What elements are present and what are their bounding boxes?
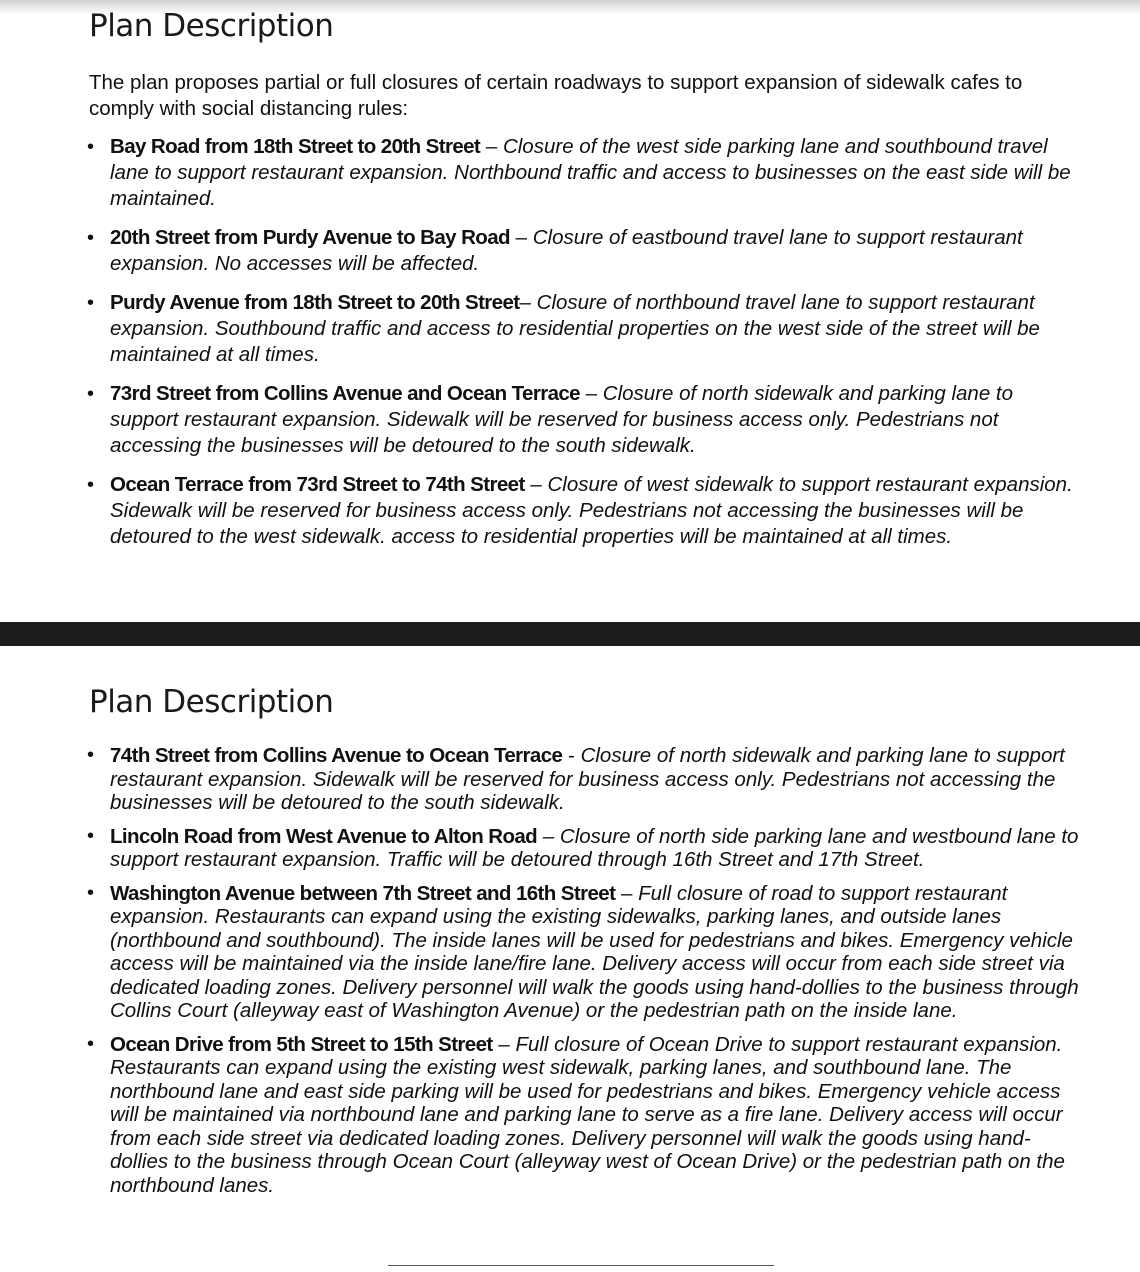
intro-paragraph: The plan proposes partial or full closures of certain roadways to support expansion of sidewalk cafes to comply with social distancing rules: [89, 71, 1023, 120]
item-description: Closure of west sidewalk to support restaurant expansion. Sidewalk will be reserved for business access only. Pedestrians not accessing the businesses will be detoured to the west sidewalk. access to residential properties will be maintained at all times. [110, 473, 1073, 548]
item-description: Full closure of road to support restaurant expansion. Restaurants can expand using the existing sidewalks, parking lanes, and outside lanes (northbound and southbound). The inside lanes will be used for pedestrians and bikes. Emergency vehicle access will be maintained via the inside lane/fire lane. Delivery access will occur from each side street via dedicated loading zones. Delivery personnel will walk the goods using hand-dollies to the business through Collins Court (alleyway east of Washington Avenue) or the pedestrian path on the inside lane. [110, 881, 1079, 1022]
item-description: Closure of eastbound travel lane to support restaurant expansion. No accesses will be affected. [110, 226, 1023, 275]
item-separator: – [537, 824, 560, 848]
item-description: Closure of north sidewalk and parking lane to support restaurant expansion. Sidewalk will be reserved for business access only. Pedestrians not accessing the businesses will be detoured to the south sidewalk. [110, 744, 1065, 814]
bullet-icon: • [87, 824, 95, 847]
item-separator: – [615, 881, 639, 905]
list-item [84, 1033, 1084, 1198]
item-description: Closure of north side parking lane and westbound lane to support restaurant expansion. Traffic will be detoured through 16th Street and 17th Street. [110, 824, 1079, 871]
bullet-icon: • [87, 744, 95, 766]
bullet-icon: • [87, 881, 95, 904]
item-separator: - [562, 744, 581, 767]
item-description: Closure of northbound travel lane to support restaurant expansion. Southbound traffic and access to residential properties on the west side of the street will be maintained at all times. [110, 291, 1040, 366]
item-separator: – [579, 382, 603, 405]
closure-list [84, 744, 1084, 1207]
bullet-icon: • [87, 474, 95, 496]
list-item [84, 744, 1084, 815]
page-divider [0, 622, 1140, 646]
item-separator: – [524, 473, 548, 496]
page-title: Plan Description [89, 8, 334, 44]
item-title: Bay Road from 18th Street to 20th Street [110, 135, 481, 158]
item-title: 74th Street from Collins Avenue to Ocean Terrace [110, 744, 563, 767]
list-item [84, 882, 1084, 1023]
item-description: Closure of the west side parking lane and southbound travel lane to support restaurant expansion. Northbound traffic and access to businesses on the east side will be maintained. [110, 135, 1071, 210]
bullet-icon: • [87, 292, 95, 314]
item-title: 73rd Street from Collins Avenue and Ocean Terrace [110, 382, 580, 405]
item-title: Lincoln Road from West Avenue to Alton Road [110, 824, 538, 848]
bullet-icon: • [87, 136, 95, 158]
item-title: Purdy Avenue from 18th Street to 20th Street [110, 291, 520, 314]
item-title: Ocean Drive from 5th Street to 15th Street [110, 1032, 493, 1056]
footer-rule [388, 1265, 774, 1266]
list-item [84, 825, 1084, 872]
list-item [84, 290, 1084, 368]
item-title: 20th Street from Purdy Avenue to Bay Road [110, 226, 510, 249]
closure-list [84, 134, 1084, 563]
item-title: Washington Avenue between 7th Street and 16th Street [110, 881, 616, 905]
item-separator: – [509, 226, 533, 249]
list-item [84, 381, 1084, 459]
list-item [84, 472, 1084, 550]
bullet-icon: • [87, 227, 95, 249]
bullet-icon: • [87, 383, 95, 405]
list-item [84, 134, 1084, 212]
bullet-icon: • [87, 1032, 95, 1055]
item-separator: – [480, 135, 503, 158]
item-separator: – [492, 1032, 516, 1056]
item-title: Ocean Terrace from 73rd Street to 74th Street [110, 473, 525, 496]
item-description: Full closure of Ocean Drive to support restaurant expansion. Restaurants can expand using the existing west sidewalk, parking lanes, and southbound lane. The northbound lane and east side parking will be used for pedestrians and bikes. Emergency vehicle access will be maintained via northbound lane and parking lane to serve as a fire lane. Delivery access will occur from each side street via dedicated loading zones. Delivery personnel will walk the goods using hand-dollies to the business through Ocean Court (alleyway west of Ocean Drive) or the pedestrian path on the northbound lanes. [110, 1032, 1065, 1197]
item-description: Closure of north sidewalk and parking lane to support restaurant expansion. Sidewalk will be reserved for business access only. Pedestrians not accessing the businesses will be detoured to the south sidewalk. [110, 382, 1014, 457]
document-page-1 [0, 0, 1140, 622]
list-item [84, 225, 1084, 277]
document-page-2 [0, 646, 1140, 1272]
page-title: Plan Description [89, 684, 334, 720]
item-separator: – [519, 291, 537, 314]
